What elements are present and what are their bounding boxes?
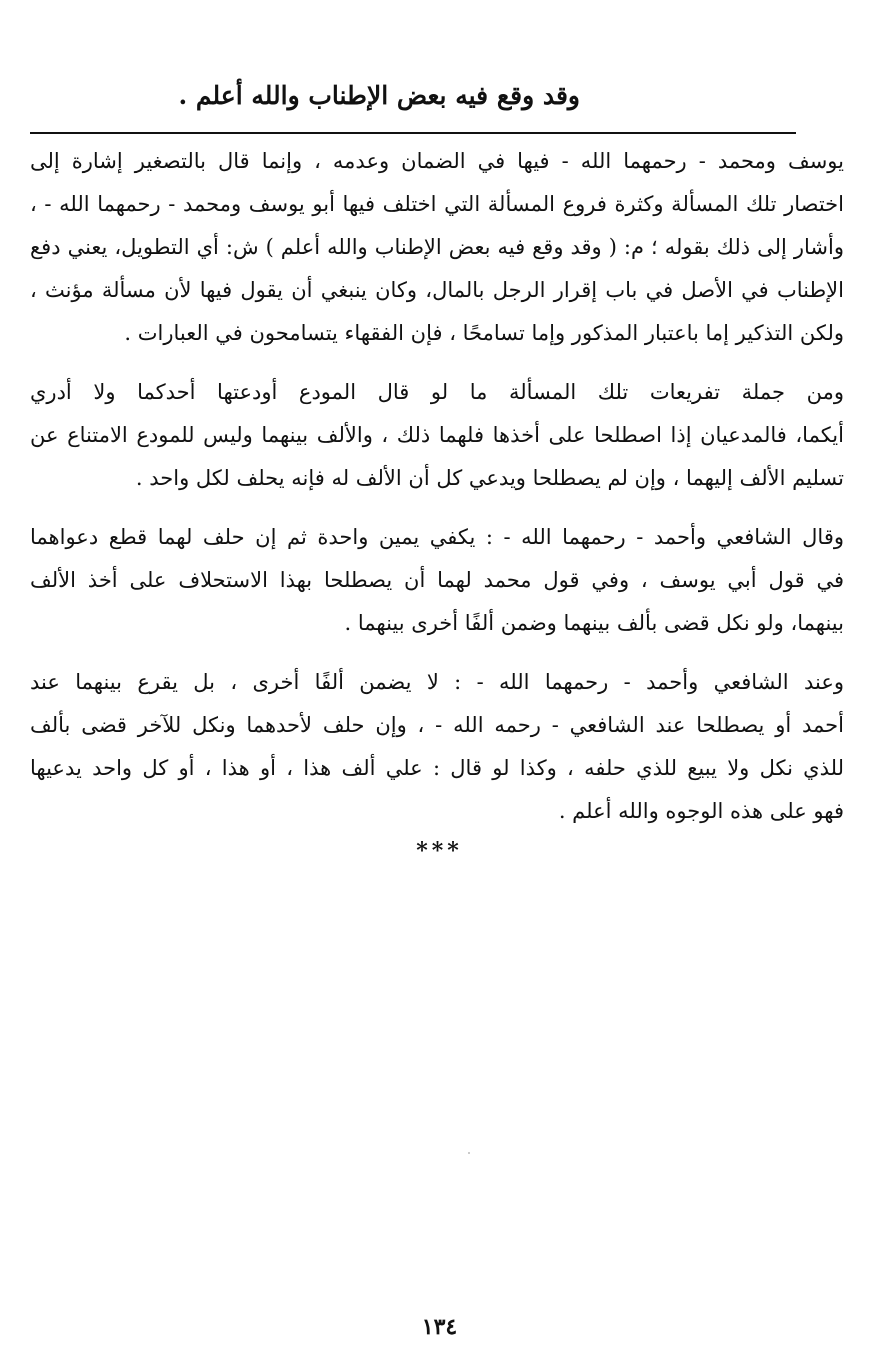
paragraph-1: [30, 140, 844, 355]
section-divider-asterisks: ***: [416, 838, 463, 864]
commentary-body: [30, 140, 844, 833]
paragraph-2: [30, 371, 844, 500]
text-line: وأشار إلى ذلك بقوله ؛ م: ( وقد وقع فيه بعض الإطناب والله أعلم ) ش: أي التطويل، يعني دفع: [30, 235, 844, 259]
text-line: اختصار تلك المسألة وكثرة فروع المسألة التي اختلف فيها أبو يوسف ومحمد - رحمهما الله - ،: [30, 192, 844, 216]
page-number: ١٣٤: [421, 1314, 458, 1340]
footnote-separator-rule: [30, 132, 796, 134]
paragraph-4: [30, 661, 844, 833]
text-line: يوسف ومحمد - رحمهما الله - فيها في الضمان وعدمه ، وإنما قال بالتصغير إشارة إلى: [30, 149, 844, 173]
text-line: ومن جملة تفريعات تلك المسألة ما لو قال المودع أودعتها أحدكما ولا أدري: [30, 380, 844, 404]
text-line: ولكن التذكير إما باعتبار المذكور وإما تسامحًا ، فإن الفقهاء يتسامحون في العبارات .: [124, 321, 844, 345]
text-line: فهو على هذه الوجوه والله أعلم .: [558, 799, 844, 823]
scan-speck: [468, 1152, 470, 1154]
text-line: وعند الشافعي وأحمد - رحمهما الله - : لا يضمن ألفًا أخرى ، بل يقرع بينهما عند: [30, 670, 844, 694]
text-line: أحمد أو يصطلحا عند الشافعي - رحمه الله - ، وإن حلف لأحدهما ونكل للآخر قضى بألف: [30, 713, 844, 737]
text-line: في قول أبي يوسف ، وفي قول محمد لهما أن يصطلحا بهذا الاستحلاف على أخذ الألف: [30, 568, 844, 592]
closing-line: وقد وقع فيه بعض الإطناب والله أعلم .: [178, 81, 580, 110]
text-line: أيكما، فالمدعيان إذا اصطلحا على أخذها فلهما ذلك ، والألف بينهما وليس للمودع الامتناع عن: [30, 423, 844, 447]
text-line: تسليم الألف إليهما ، وإن لم يصطلحا ويدعي كل أن الألف له فإنه يحلف لكل واحد .: [135, 466, 844, 490]
text-line: الإطناب في الأصل في باب إقرار الرجل بالمال، وكان ينبغي أن يقول فيها لأن مسألة مؤنث ،: [30, 278, 844, 302]
text-line: وقال الشافعي وأحمد - رحمهما الله - : يكفي يمين واحدة ثم إن حلف لهما قطع دعواهما: [30, 525, 844, 549]
text-line: بينهما، ولو نكل قضى بألف بينهما وضمن ألفًا أخرى بينهما .: [344, 611, 844, 635]
text-line: للذي نكل ولا يبيع للذي حلفه ، وكذا لو قال : علي ألف هذا ، أو هذا ، أو كل واحد يدعيها: [30, 756, 844, 780]
paragraph-3: [30, 516, 844, 645]
